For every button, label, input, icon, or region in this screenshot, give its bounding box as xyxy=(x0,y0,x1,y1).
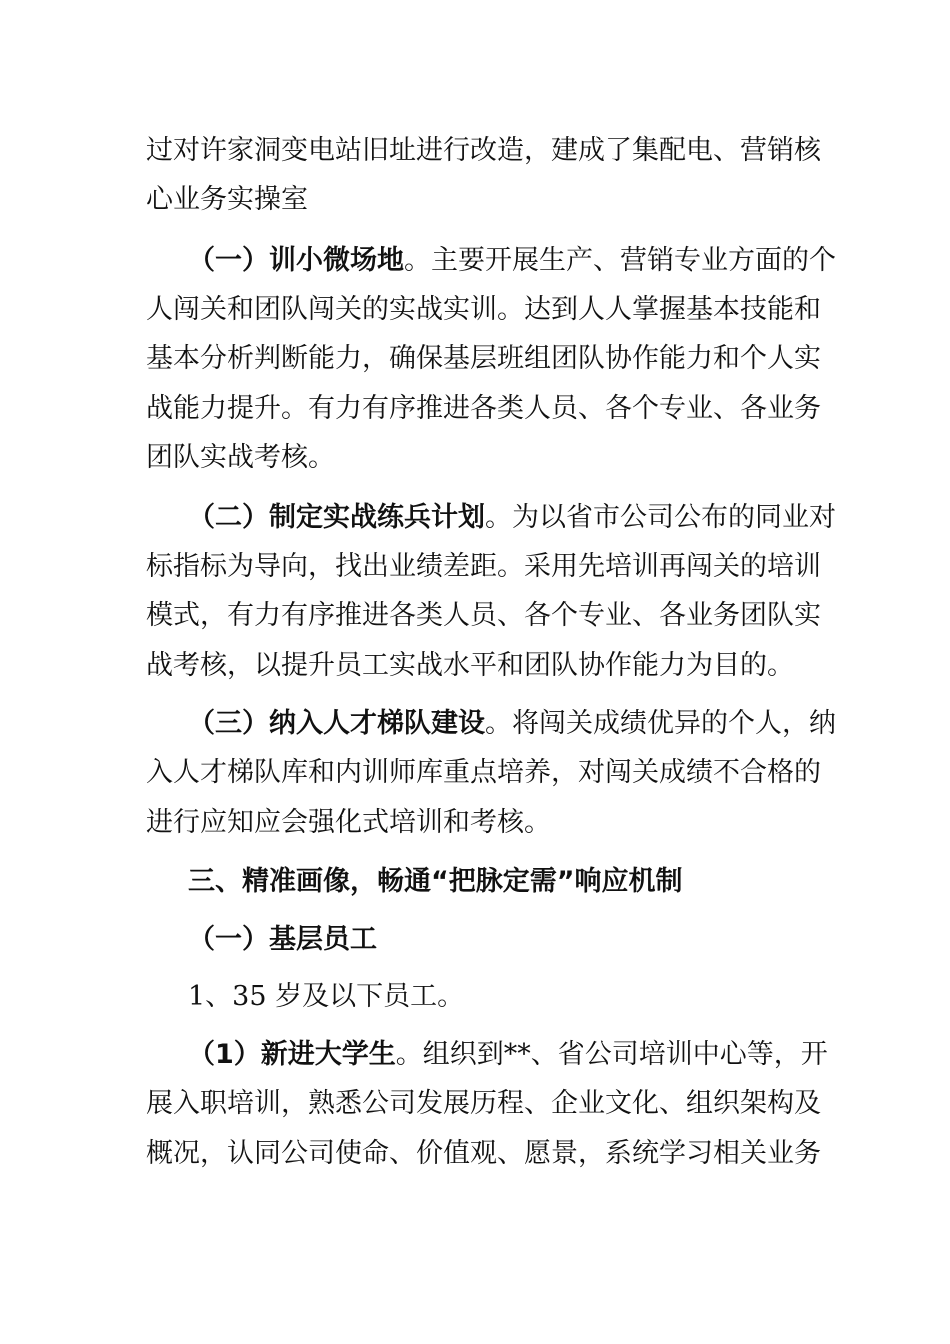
item1-line-5: 团队实战考核。 xyxy=(146,442,335,473)
item2-line-2: 标指标为导向，找出业绩差距。采用先培训再闯关的培训 xyxy=(146,551,821,582)
item1-line-3: 基本分析判断能力，确保基层班组团队协作能力和个人实 xyxy=(146,343,821,374)
subsection-1-heading: （一）基层员工 xyxy=(188,924,377,955)
item1-text: 。主要开展生产、营销专业方面的个 xyxy=(404,245,836,276)
list-item-1: 1、35 岁及以下员工。 xyxy=(188,981,465,1012)
item3-line-3: 进行应知应会强化式培训和考核。 xyxy=(146,807,551,838)
item2-line-3: 模式，有力有序推进各类人员、各个专业、各业务团队实 xyxy=(146,600,821,631)
list-item-1-1-line-3: 概况，认同公司使命、价值观、愿景，系统学习相关业务 xyxy=(146,1138,821,1169)
intro-line-2: 心业务实操室 xyxy=(146,184,308,215)
list-item-1-1-line-2: 展入职培训，熟悉公司发展历程、企业文化、组织架构及 xyxy=(146,1088,821,1119)
list-item-1-1-first-line xyxy=(188,1037,950,1073)
section-3-heading: 三、精准画像，畅通“把脉定需”响应机制 xyxy=(188,866,683,897)
item2-line-4: 战考核，以提升员工实战水平和团队协作能力为目的。 xyxy=(146,650,794,681)
item2-heading: （二）制定实战练兵计划 xyxy=(188,502,485,533)
item3-heading: （三）纳入人才梯队建设 xyxy=(188,708,485,739)
item3-first-line xyxy=(188,706,950,742)
item1-line-4: 战能力提升。有力有序推进各类人员、各个专业、各业务 xyxy=(146,393,821,424)
item2-text: 。为以省市公司公布的同业对 xyxy=(485,502,836,533)
list-item-1-1-text: 。组织到**、省公司培训中心等，开 xyxy=(395,1039,828,1070)
item1-line-2: 人闯关和团队闯关的实战实训。达到人人掌握基本技能和 xyxy=(146,294,821,325)
item1-heading: （一）训小微场地 xyxy=(188,245,404,276)
item3-line-2: 入人才梯队库和内训师库重点培养，对闯关成绩不合格的 xyxy=(146,757,821,788)
list-item-1-1-heading: （1）新进大学生 xyxy=(188,1039,396,1070)
item3-text: 。将闯关成绩优异的个人，纳 xyxy=(485,708,836,739)
item1-first-line xyxy=(188,243,950,279)
item2-first-line xyxy=(188,500,950,536)
intro-line-1: 过对许家洞变电站旧址进行改造，建成了集配电、营销核 xyxy=(146,135,821,166)
